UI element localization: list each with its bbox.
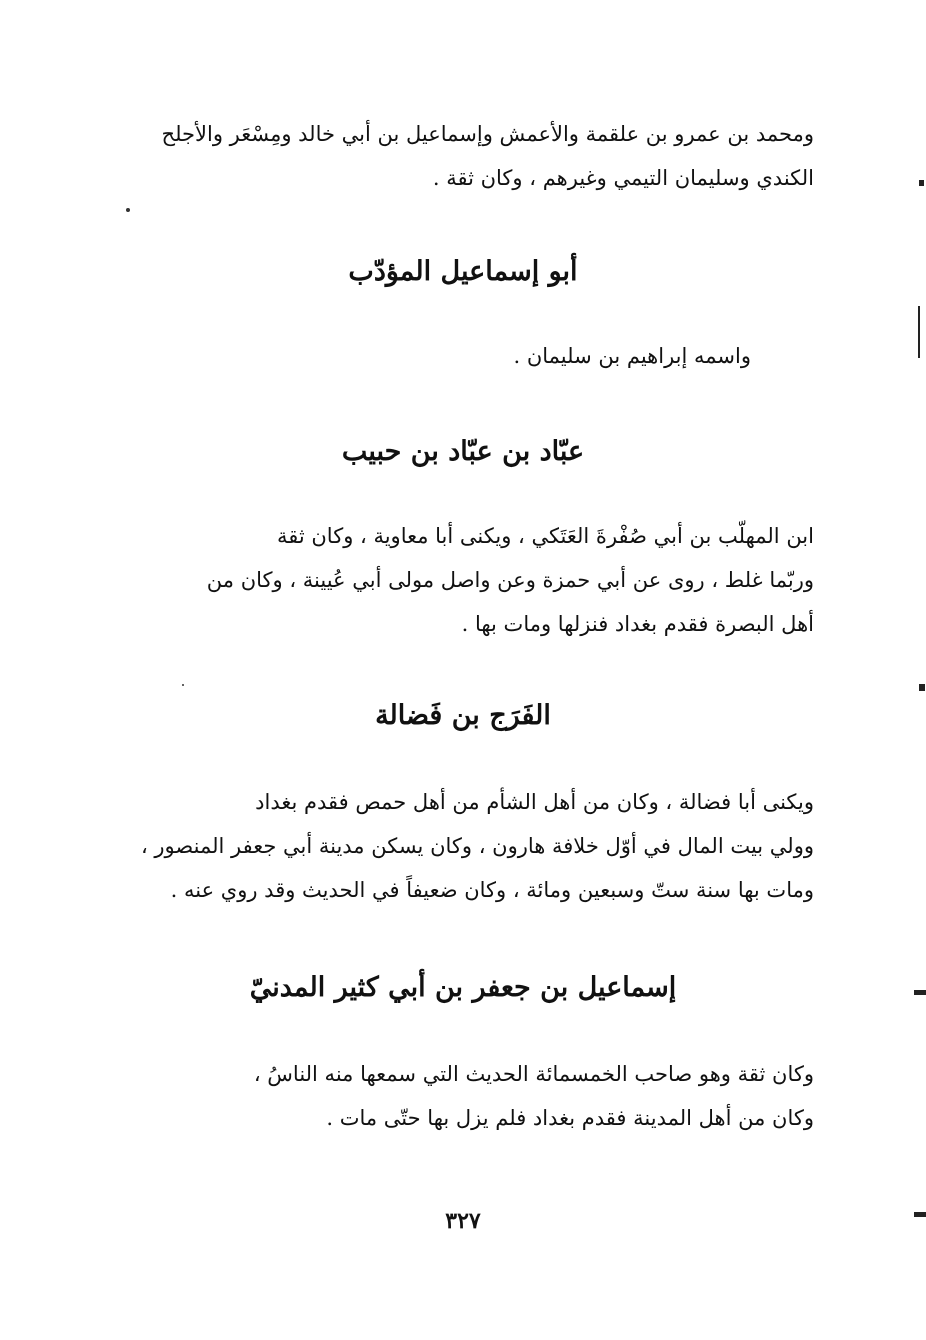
text-line: وكان ثقة وهو صاحب الخمسمائة الحديث التي سمعها منه الناسُ ،	[253, 1062, 814, 1086]
scan-edge-mark	[918, 306, 920, 358]
scan-edge-mark	[919, 684, 925, 691]
entry-paragraph	[131, 334, 751, 378]
page-number: ٣٢٧	[445, 1208, 481, 1234]
text-line: وربّما غلط ، روى عن أبي حمزة وعن واصل مولى أبي عُيينة ، وكان من	[206, 568, 814, 592]
text-line: ومحمد بن عمرو بن علقمة والأعمش وإسماعيل بن أبي خالد ومِسْعَر والأجلح	[161, 122, 814, 146]
scan-edge-mark	[914, 990, 926, 995]
scan-edge-mark	[919, 180, 924, 186]
continuation-paragraph	[112, 112, 814, 200]
scan-speck	[126, 208, 130, 212]
entry-heading: إسماعيل بن جعفر بن أبي كثير المدنيّ	[249, 972, 677, 1003]
text-line: أهل البصرة فقدم بغداد فنزلها ومات بها .	[461, 612, 814, 636]
entry-paragraph	[112, 514, 814, 646]
text-line: وكان من أهل المدينة فقدم بغداد فلم يزل بها حتّى مات .	[326, 1106, 814, 1130]
entry-paragraph	[112, 1052, 814, 1140]
text-line: الكندي وسليمان التيمي وغيرهم ، وكان ثقة .	[432, 166, 814, 190]
text-line: واسمه إبراهيم بن سليمان .	[513, 344, 751, 368]
text-line: ومات بها سنة ستّ وسبعين ومائة ، وكان ضعيفاً في الحديث وقد روي عنه .	[170, 878, 814, 902]
entry-heading: عبّاد بن عبّاد بن حبيب	[341, 436, 585, 467]
text-line: وولي بيت المال في أوّل خلافة هارون ، وكان يسكن مدينة أبي جعفر المنصور ،	[140, 834, 814, 858]
scan-speck	[182, 684, 184, 686]
entry-heading: أبو إسماعيل المؤدّب	[348, 256, 578, 287]
entry-paragraph	[112, 780, 814, 912]
scan-edge-mark	[914, 1212, 926, 1217]
text-line: ابن المهلّب بن أبي صُفْرةَ العَتَكي ، ويكنى أبا معاوية ، وكان ثقة	[276, 524, 814, 548]
entry-heading: الفَرَج بن فَضالة	[375, 700, 551, 731]
text-line: ويكنى أبا فضالة ، وكان من أهل الشأم من أهل حمص فقدم بغداد	[255, 790, 814, 814]
